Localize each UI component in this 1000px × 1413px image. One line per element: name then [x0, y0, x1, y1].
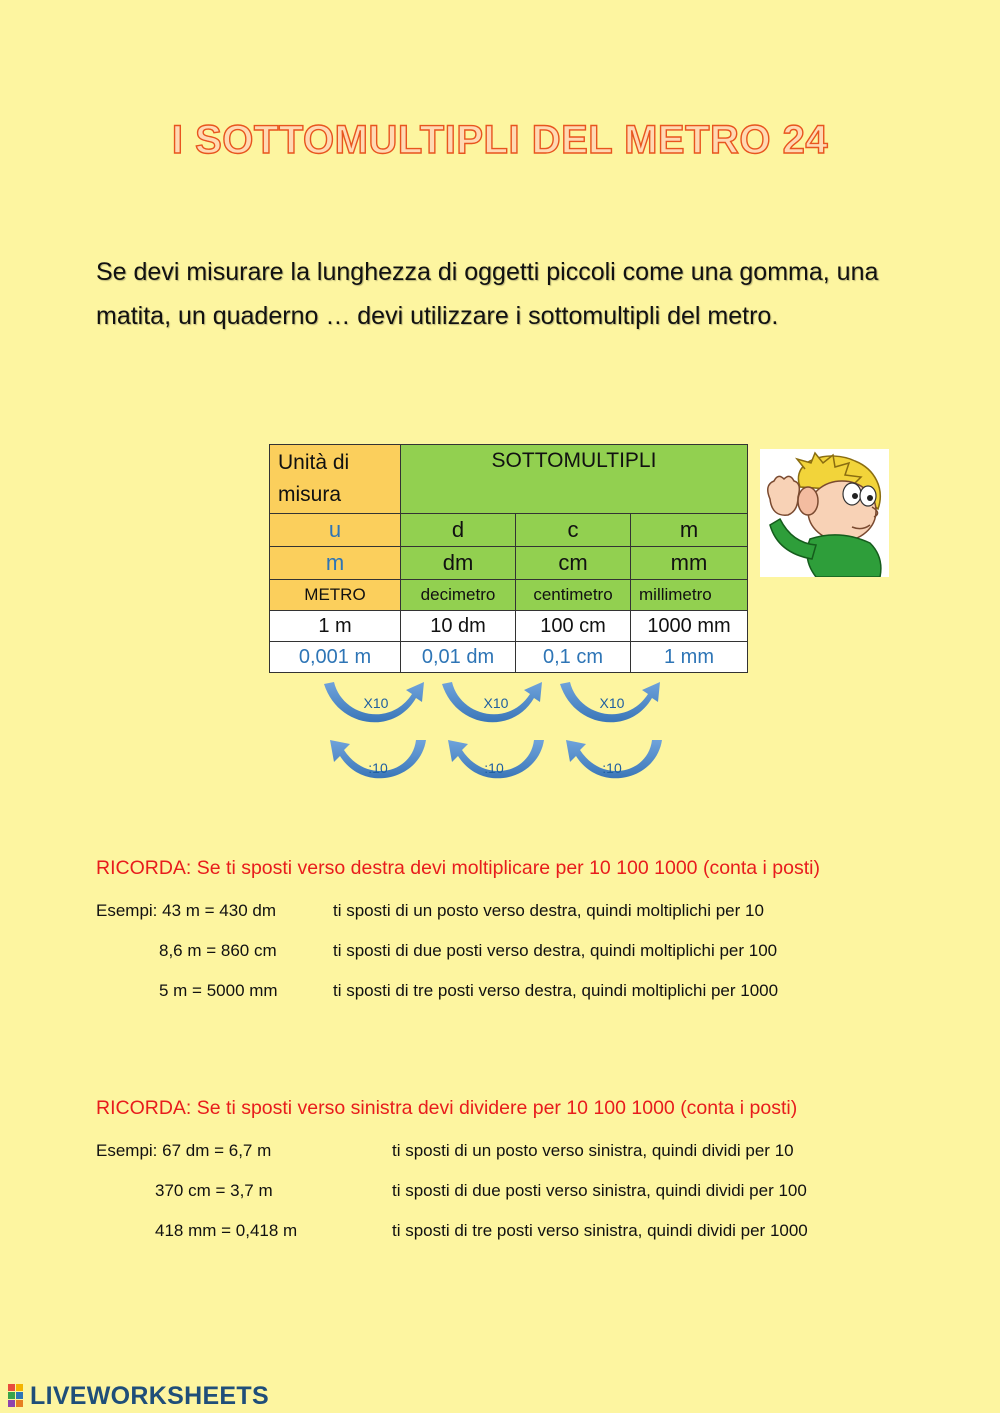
- value-cell: 100 cm: [516, 611, 631, 642]
- example-equation: Esempi: 67 dm = 6,7 m: [96, 1141, 272, 1160]
- symbol-cell: u: [270, 514, 401, 547]
- page-title: I SOTTOMULTIPLI DEL METRO 24: [171, 118, 829, 162]
- listening-boy-illustration: [760, 449, 889, 577]
- value-cell: 0,1 cm: [516, 642, 631, 673]
- value-cell: 0,001 m: [270, 642, 401, 673]
- example-description: ti sposti di un posto verso destra, quindi moltiplichi per 10: [333, 901, 764, 920]
- symbol-cell: c: [516, 514, 631, 547]
- liveworksheets-brand: LIVEWORKSHEETS: [30, 1381, 269, 1410]
- conversion-arrows: [320, 676, 680, 796]
- name-cell: METRO: [270, 580, 401, 611]
- example-equation: 5 m = 5000 mm: [159, 981, 278, 1000]
- example-equation: 370 cm = 3,7 m: [155, 1181, 273, 1200]
- unit-cell: dm: [401, 547, 516, 580]
- symbols-row: [270, 514, 748, 547]
- divide-label: :10: [484, 760, 504, 776]
- name-cell: millimetro: [631, 580, 748, 611]
- liveworksheets-blocks-icon: [8, 1384, 30, 1408]
- name-cell: decimetro: [401, 580, 516, 611]
- example-description: ti sposti di tre posti verso destra, quindi moltiplichi per 1000: [333, 981, 779, 1000]
- value-cell: 0,01 dm: [401, 642, 516, 673]
- values-row-2: [270, 642, 748, 673]
- value-cell: 10 dm: [401, 611, 516, 642]
- symbol-cell: m: [631, 514, 748, 547]
- value-cell: 1 mm: [631, 642, 748, 673]
- multiply-label: X10: [483, 695, 509, 711]
- multiply-label: X10: [599, 695, 625, 711]
- value-cell: 1 m: [270, 611, 401, 642]
- intro-paragraph: Se devi misurare la lunghezza di oggetti piccoli come una gomma, una matita, un quaderno … devi utilizzare i sottomultipli del metro.: [96, 258, 879, 330]
- value-cell: 1000 mm: [631, 611, 748, 642]
- unit-cell: cm: [516, 547, 631, 580]
- name-cell: centimetro: [516, 580, 631, 611]
- example-equation: Esempi: 43 m = 430 dm: [96, 901, 277, 920]
- example-description: ti sposti di due posti verso sinistra, quindi dividi per 100: [392, 1181, 807, 1200]
- submultiples-header-cell: SOTTOMULTIPLI: [401, 445, 748, 514]
- liveworksheets-logo: [8, 1381, 269, 1411]
- unit-header-cell: Unità di misura: [270, 445, 401, 514]
- unit-cell: m: [270, 547, 401, 580]
- ricorda-right-heading: RICORDA: Se ti sposti verso destra devi moltiplicare per 10 100 1000 (conta i posti): [96, 857, 820, 879]
- divide-label: :10: [368, 760, 388, 776]
- example-description: ti sposti di un posto verso sinistra, quindi dividi per 10: [392, 1141, 794, 1160]
- units-table: [269, 444, 748, 673]
- names-row: [270, 580, 748, 611]
- divide-label: :10: [602, 760, 622, 776]
- example-equation: 418 mm = 0,418 m: [155, 1221, 298, 1240]
- units-row: [270, 547, 748, 580]
- example-description: ti sposti di due posti verso destra, quindi moltiplichi per 100: [333, 941, 778, 960]
- example-equation: 8,6 m = 860 cm: [159, 941, 277, 960]
- values-row-1: [270, 611, 748, 642]
- table-header-row: [270, 445, 748, 514]
- multiply-label: X10: [363, 695, 389, 711]
- example-description: ti sposti di tre posti verso sinistra, quindi dividi per 1000: [392, 1221, 808, 1240]
- unit-cell: mm: [631, 547, 748, 580]
- ricorda-left-heading: RICORDA: Se ti sposti verso sinistra devi dividere per 10 100 1000 (conta i posti): [96, 1097, 798, 1119]
- symbol-cell: d: [401, 514, 516, 547]
